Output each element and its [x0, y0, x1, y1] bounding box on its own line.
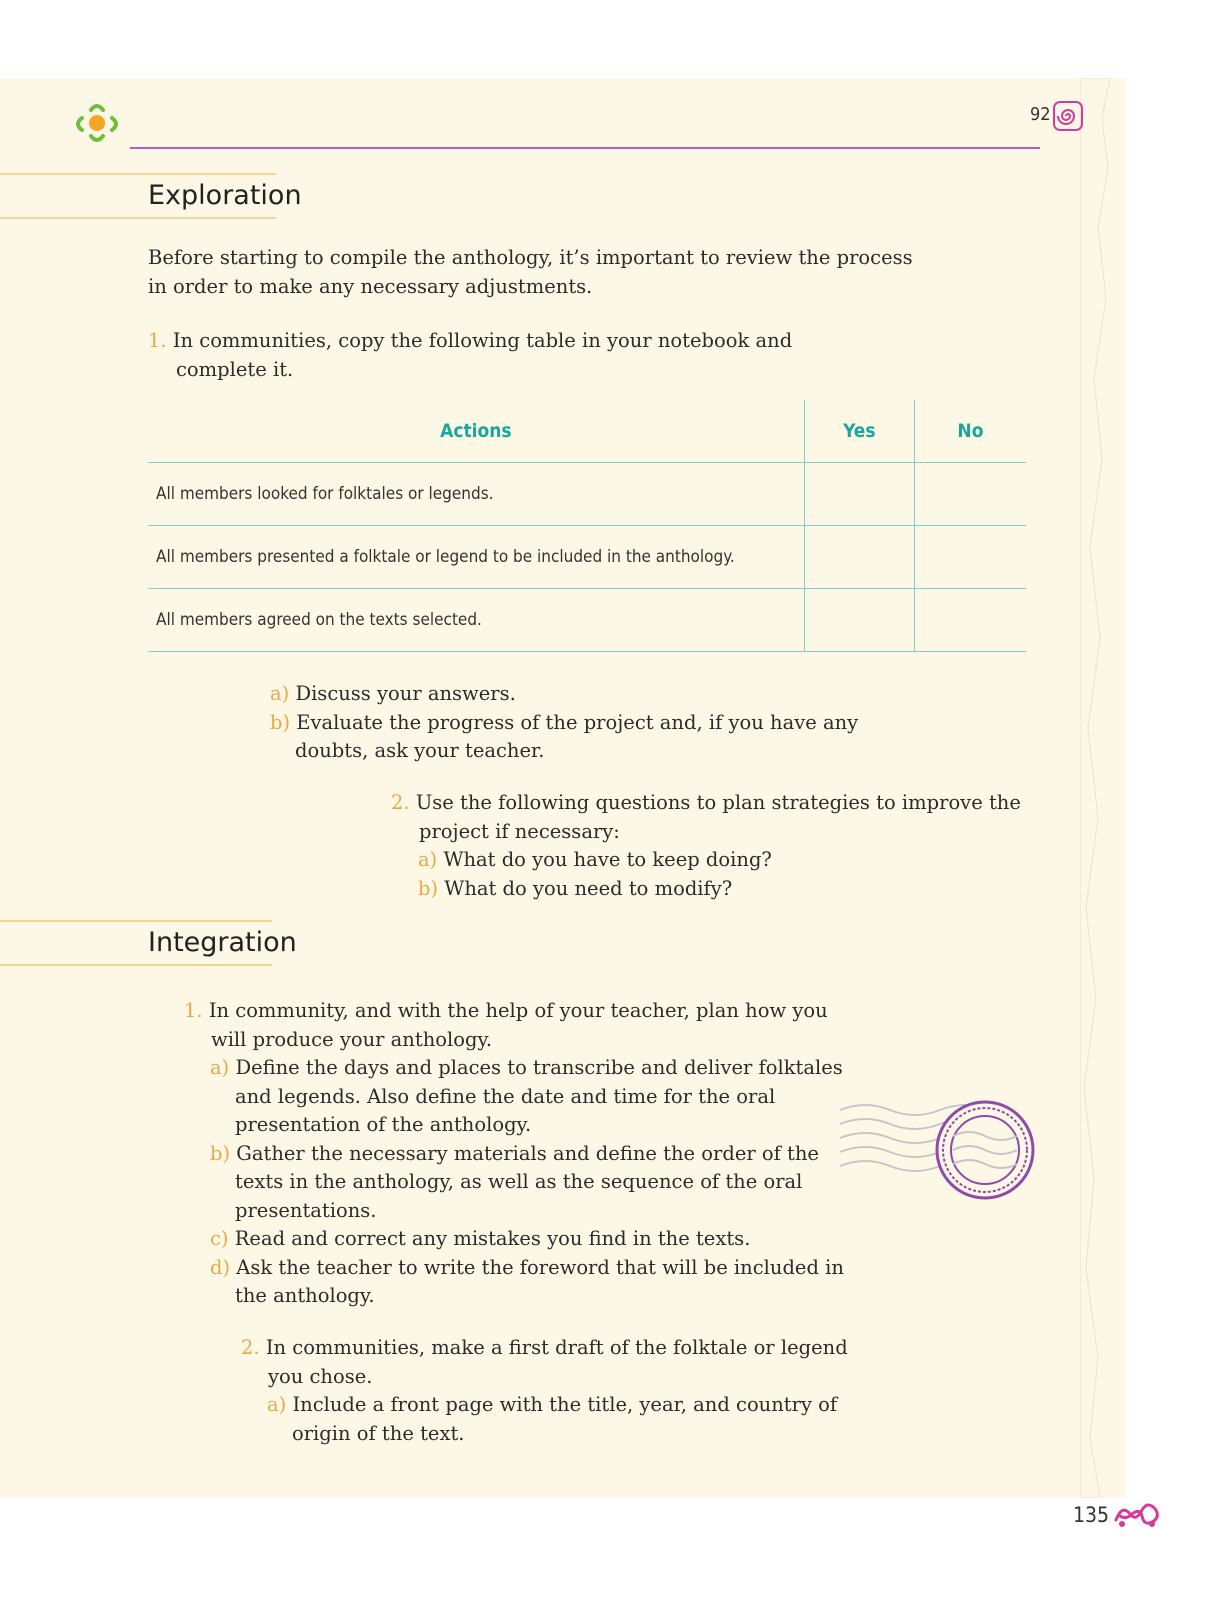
sub-text: the anthology. [235, 1284, 375, 1307]
table-row [148, 526, 1026, 589]
sub-marker: b) [270, 710, 291, 734]
action-cell: All members agreed on the texts selected. [148, 589, 804, 652]
header-actions: Actions [148, 400, 804, 463]
sub-marker: a) [210, 1056, 230, 1079]
no-cell [914, 463, 1026, 526]
sub-marker: b) [210, 1141, 231, 1165]
sub-marker: a) [270, 682, 290, 705]
item-text: complete it. [176, 357, 294, 381]
integration-item-1 [184, 997, 844, 1311]
item-marker: 1. [148, 329, 167, 352]
sub-text: presentation of the anthology. [235, 1113, 532, 1136]
item-marker: 2. [391, 791, 410, 814]
page-number: 135 [1073, 1503, 1110, 1527]
no-cell [914, 526, 1026, 589]
table-row [148, 463, 1026, 526]
action-cell: All members looked for folktales or legends. [148, 463, 804, 526]
integration-heading: Integration [148, 927, 297, 958]
sub-text: What do you need to modify? [444, 876, 733, 900]
item-text: Use the following questions to plan strategies to improve the [415, 791, 1021, 814]
sub-text: Discuss your answers. [295, 682, 516, 705]
sub-text: What do you have to keep doing? [443, 848, 772, 871]
integration-item-2 [241, 1334, 848, 1448]
sub-marker: c) [210, 1227, 229, 1250]
sub-text: Gather the necessary materials and define the order of the [236, 1141, 819, 1165]
item-text: In communities, copy the following table in your notebook and [172, 329, 793, 352]
sub-text: Ask the teacher to write the foreword that will be included in [236, 1255, 844, 1279]
yes-cell [804, 526, 914, 589]
item-text: project if necessary: [419, 819, 620, 843]
no-cell [914, 589, 1026, 652]
sub-marker: d) [210, 1255, 231, 1279]
spiral-icon [1052, 100, 1084, 132]
postmark-stamp-icon [835, 1090, 1040, 1210]
knot-ornament-icon [1112, 1500, 1160, 1532]
sub-text: texts in the anthology, as well as the sequence of the oral [235, 1170, 803, 1193]
torn-edge [1080, 78, 1140, 1498]
sub-text: origin of the text. [292, 1421, 465, 1445]
sub-text: Define the days and places to transcribe and deliver folktales [235, 1056, 843, 1079]
sub-text: doubts, ask your teacher. [295, 739, 545, 762]
sub-marker: a) [267, 1393, 287, 1416]
intro-line: Before starting to compile the anthology, it’s important to review the process [148, 246, 913, 269]
action-cell: All members presented a folktale or legend to be included in the anthology. [148, 526, 804, 589]
flower-logo-icon [70, 98, 126, 150]
exploration-item-2 [391, 789, 1021, 903]
sub-text: Read and correct any mistakes you find in the texts. [234, 1227, 751, 1250]
sub-text: Evaluate the progress of the project and, if you have any [296, 710, 859, 734]
sub-text: and legends. Also define the date and time for the oral [235, 1084, 776, 1108]
item-text: you chose. [268, 1364, 373, 1388]
table-header-row [148, 400, 1026, 463]
item-marker: 1. [184, 999, 203, 1022]
exploration-heading: Exploration [148, 180, 302, 211]
item-text: In community, and with the help of your teacher, plan how you [208, 999, 828, 1022]
exploration-intro [148, 244, 913, 301]
header-no: No [914, 400, 1026, 463]
exploration-item-1 [148, 327, 792, 384]
section-page-number: 92 [1030, 104, 1051, 125]
item-marker: 2. [241, 1336, 260, 1359]
exploration-subitems [270, 680, 858, 766]
sub-text: Include a front page with the title, year, and country of [292, 1393, 838, 1416]
checklist-table [148, 400, 1026, 652]
sub-marker: a) [418, 848, 438, 871]
table-row [148, 589, 1026, 652]
intro-line: in order to make any necessary adjustments. [148, 274, 593, 298]
header-yes: Yes [804, 400, 914, 463]
yes-cell [804, 589, 914, 652]
item-text: In communities, make a first draft of the folktale or legend [265, 1336, 848, 1359]
sub-text: presentations. [235, 1198, 377, 1222]
sub-marker: b) [418, 876, 439, 900]
yes-cell [804, 463, 914, 526]
item-text: will produce your anthology. [211, 1027, 493, 1051]
header-rule [130, 147, 1040, 149]
